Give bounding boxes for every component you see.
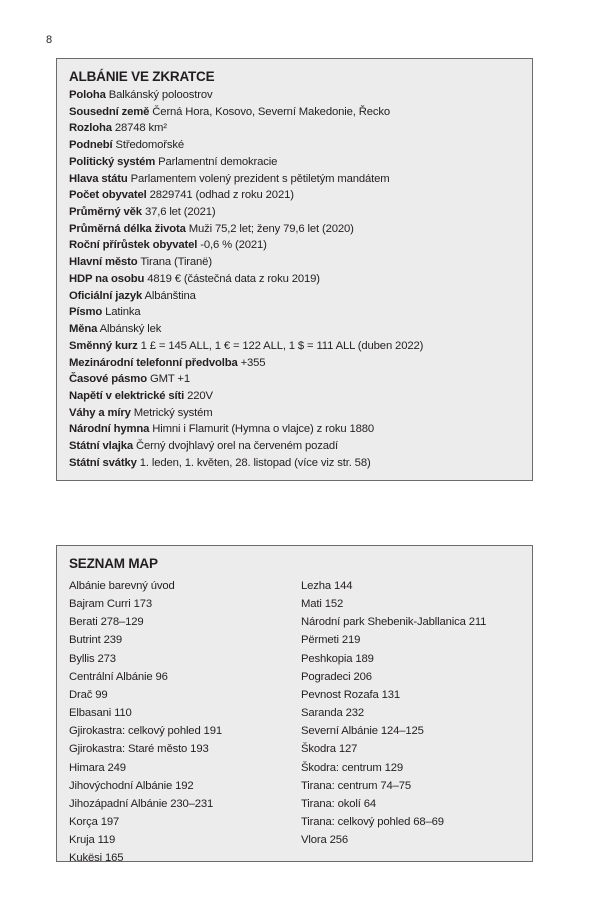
- map-list-item: Škodra 127: [300, 743, 358, 756]
- fact-row: [69, 405, 520, 422]
- fact-label: HDP na osobu: [69, 272, 145, 285]
- fact-value: Černý dvojhlavý orel na červeném pozadí: [135, 440, 338, 453]
- fact-label: Měna: [69, 323, 98, 336]
- fact-value: 2829741 (odhad z roku 2021): [149, 189, 294, 202]
- map-list-item: Kukësi 165: [69, 852, 124, 865]
- fact-row: [69, 237, 520, 254]
- fact-row: [69, 355, 520, 372]
- fact-label: Sousední země: [69, 105, 150, 118]
- map-list-item: Himara 249: [69, 761, 126, 774]
- fact-row: [69, 221, 520, 238]
- fact-row: [69, 87, 520, 104]
- fact-label: Průměrná délka života: [69, 222, 186, 235]
- fact-value: Albánský lek: [99, 323, 162, 336]
- fact-row: [69, 154, 520, 171]
- map-list-item: Centrální Albánie 96: [69, 670, 168, 683]
- facts-list: [69, 87, 520, 472]
- map-list-item: Tirana: celkový pohled 68–69: [300, 816, 444, 829]
- fact-label: Počet obyvatel: [69, 189, 147, 202]
- fact-row: [69, 304, 520, 321]
- fact-label: Časové pásmo: [69, 373, 147, 386]
- map-list-item: Saranda 232: [300, 707, 365, 720]
- fact-label: Rozloha: [69, 122, 112, 135]
- map-list-item: Byllis 273: [69, 652, 116, 665]
- map-list-item: Përmeti 219: [300, 634, 361, 647]
- fact-label: Politický systém: [69, 155, 156, 168]
- fact-value: 1. leden, 1. květen, 28. listopad (více viz str. 58): [139, 456, 371, 469]
- fact-value: Parlamentem volený prezident s pětiletým mandátem: [130, 172, 390, 185]
- fact-value: 37,6 let (2021): [144, 206, 216, 219]
- map-list-item: Albánie barevný úvod: [69, 580, 175, 592]
- fact-label: Národní hymna: [69, 423, 150, 436]
- fact-label: Směnný kurz: [69, 339, 138, 352]
- fact-row: [69, 455, 520, 472]
- fact-row: [69, 271, 520, 288]
- maps-column-left: [69, 577, 301, 868]
- map-list-item: Mati 152: [300, 598, 344, 611]
- fact-value: Himni i Flamurit (Hymna o vlajce) z roku 1880: [152, 423, 375, 436]
- map-list-item: Gjirokastra: celkový pohled 191: [69, 725, 222, 738]
- map-list-item: Jihozápadní Albánie 230–231: [69, 797, 214, 810]
- fact-row: [69, 104, 520, 121]
- fact-value: 1 £ = 145 ALL, 1 € = 122 ALL, 1 $ = 111 ALL (duben 2022): [140, 339, 424, 352]
- maps-title: SEZNAM MAP: [69, 556, 158, 571]
- fact-row: [69, 438, 520, 455]
- fact-row: [69, 371, 520, 388]
- map-list-item: Berati 278–129: [69, 616, 144, 629]
- fact-value: Balkánský poloostrov: [108, 89, 213, 101]
- fact-value: Latinka: [105, 306, 141, 319]
- fact-label: Průměrný věk: [69, 206, 142, 219]
- map-list-item: Vlora 256: [300, 834, 348, 847]
- fact-value: -0,6 % (2021): [200, 239, 267, 252]
- fact-row: [69, 120, 520, 137]
- map-list-item: Peshkopia 189: [300, 652, 374, 665]
- fact-label: Hlavní město: [69, 256, 138, 269]
- fact-label: Váhy a míry: [69, 406, 131, 419]
- fact-value: +355: [240, 356, 266, 369]
- map-list-item: Drač 99: [69, 688, 108, 701]
- fact-label: Poloha: [69, 89, 106, 101]
- fact-value: Černá Hora, Kosovo, Severní Makedonie, Řecko: [152, 105, 390, 118]
- map-list-item: Lezha 144: [300, 580, 353, 592]
- fact-value: 28748 km²: [114, 122, 167, 135]
- map-list-item: Butrint 239: [69, 634, 122, 647]
- facts-title: ALBÁNIE VE ZKRATCE: [69, 69, 215, 84]
- fact-value: Muži 75,2 let; ženy 79,6 let (2020): [188, 222, 354, 235]
- fact-value: Albánština: [144, 289, 196, 302]
- map-list-item: Jihovýchodní Albánie 192: [69, 779, 194, 792]
- map-list-item: Tirana: centrum 74–75: [300, 779, 412, 792]
- maps-column-right: [301, 577, 520, 868]
- map-list-item: Gjirokastra: Staré město 193: [69, 743, 209, 756]
- map-list-item: Bajram Curri 173: [69, 598, 152, 611]
- fact-label: Napětí v elektrické síti: [69, 389, 185, 402]
- map-list-item: Škodra: centrum 129: [300, 761, 403, 774]
- map-list-item: Pogradeci 206: [300, 670, 372, 683]
- maps-columns: [69, 577, 520, 868]
- page-number: 8: [46, 34, 53, 46]
- fact-value: GMT +1: [149, 373, 190, 386]
- fact-row: [69, 421, 520, 438]
- map-list-item: Korça 197: [69, 816, 120, 829]
- fact-label: Hlava státu: [69, 172, 128, 185]
- fact-label: Písmo: [69, 306, 103, 319]
- fact-row: [69, 137, 520, 154]
- fact-row: [69, 388, 520, 405]
- fact-label: Podnebí: [69, 139, 113, 152]
- fact-value: Parlamentní demokracie: [158, 155, 278, 168]
- fact-label: Státní svátky: [69, 456, 137, 469]
- fact-value: 220V: [187, 389, 213, 402]
- fact-value: Tirana (Tiranë): [140, 256, 212, 269]
- map-list-item: Elbasani 110: [69, 707, 132, 720]
- map-list-item: Národní park Shebenik-Jabllanica 211: [300, 616, 487, 629]
- fact-value: Středomořské: [115, 139, 185, 152]
- fact-label: Mezinárodní telefonní předvolba: [69, 356, 238, 369]
- map-list-item: Severní Albánie 124–125: [300, 725, 424, 738]
- fact-row: [69, 288, 520, 305]
- fact-row: [69, 171, 520, 188]
- fact-row: [69, 321, 520, 338]
- fact-row: [69, 204, 520, 221]
- facts-box: [56, 58, 533, 481]
- fact-label: Oficiální jazyk: [69, 289, 143, 302]
- fact-value: 4819 € (částečná data z roku 2019): [147, 272, 320, 285]
- fact-label: Roční přírůstek obyvatel: [69, 239, 198, 252]
- fact-label: Státní vlajka: [69, 440, 133, 453]
- fact-value: Metrický systém: [133, 406, 213, 419]
- fact-row: [69, 187, 520, 204]
- maps-box: [56, 545, 533, 865]
- fact-row: [69, 254, 520, 271]
- map-list-item: Kruja 119: [69, 834, 116, 847]
- map-list-item: Tirana: okolí 64: [300, 797, 377, 810]
- fact-row: [69, 338, 520, 355]
- map-list-item: Pevnost Rozafa 131: [300, 688, 401, 701]
